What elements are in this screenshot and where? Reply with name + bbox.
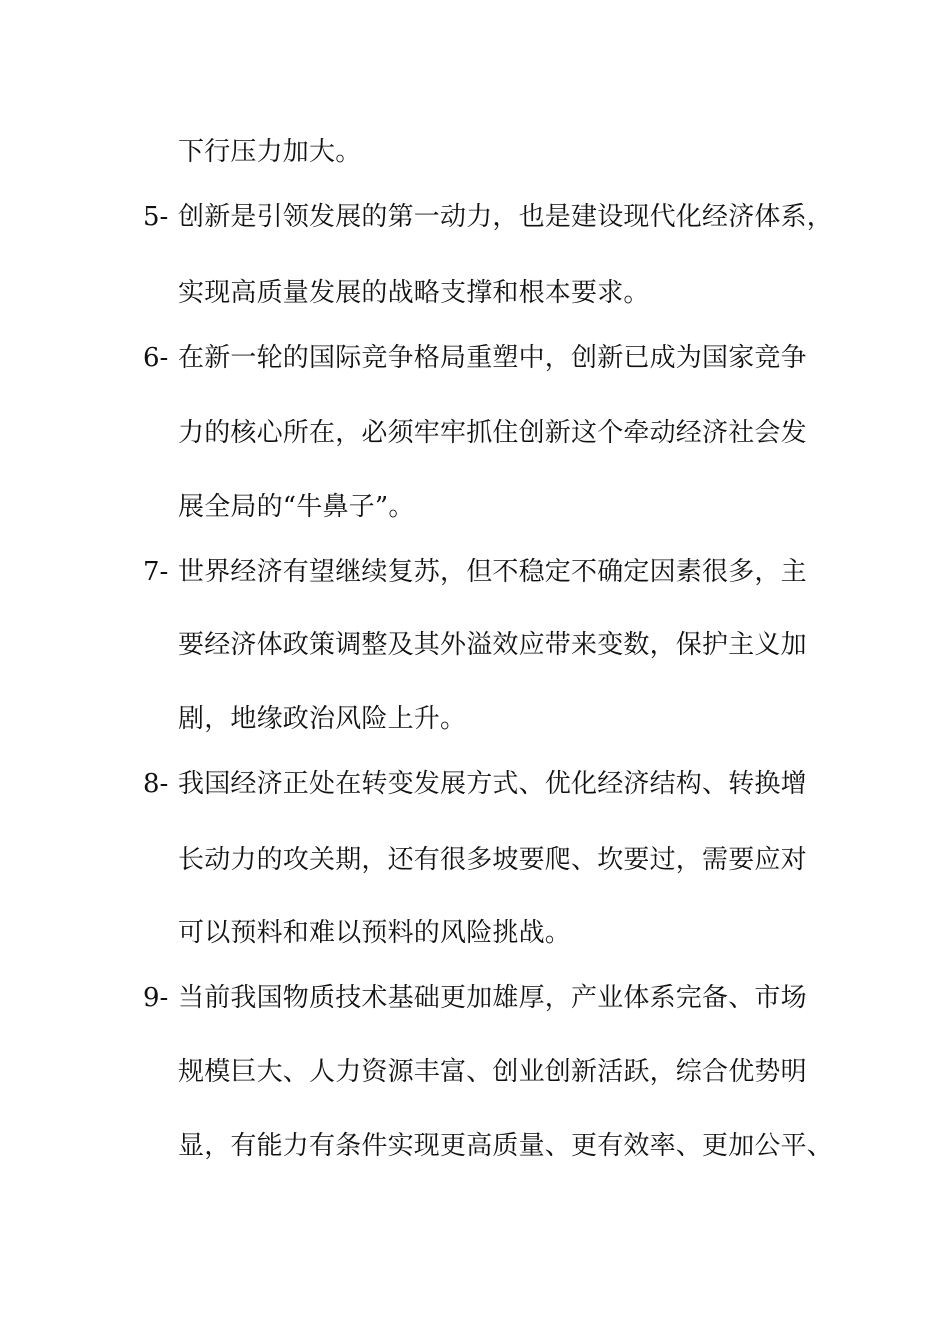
text-line: 下行压力加大。 (178, 137, 362, 167)
item-number: 5- (143, 202, 169, 232)
text-line: 在新一轮的国际竞争格局重塑中，创新已成为国家竞争 (178, 343, 807, 373)
item-number: 7- (143, 557, 169, 587)
item-number: 9- (143, 983, 169, 1013)
text-line: 创新是引领发展的第一动力，也是建设现代化经济体系， (178, 202, 834, 232)
text-line: 世界经济有望继续复苏，但不稳定不确定因素很多，主 (178, 557, 807, 587)
text-line: 显，有能力有条件实现更高质量、更有效率、更加公平、 (178, 1131, 834, 1161)
text-line: 实现高质量发展的战略支撑和根本要求。 (178, 278, 650, 308)
text-line: 我国经济正处在转变发展方式、优化经济结构、转换增 (178, 769, 807, 799)
text-line: 可以预料和难以预料的风险挑战。 (178, 918, 572, 948)
text-line: 当前我国物质技术基础更加雄厚，产业体系完备、市场 (178, 983, 807, 1013)
text-line: 要经济体政策调整及其外溢效应带来变数，保护主义加 (178, 630, 807, 660)
text-line: 长动力的攻关期，还有很多坡要爬、坎要过，需要应对 (178, 845, 807, 875)
text-line: 展全局的“牛鼻子”。 (178, 492, 415, 522)
text-line: 规模巨大、人力资源丰富、创业创新活跃，综合优势明 (178, 1057, 807, 1087)
text-line: 力的核心所在，必须牢牢抓住创新这个牵动经济社会发 (178, 418, 807, 448)
item-number: 8- (143, 769, 169, 799)
item-number: 6- (143, 343, 169, 373)
text-line: 剧，地缘政治风险上升。 (178, 704, 467, 734)
